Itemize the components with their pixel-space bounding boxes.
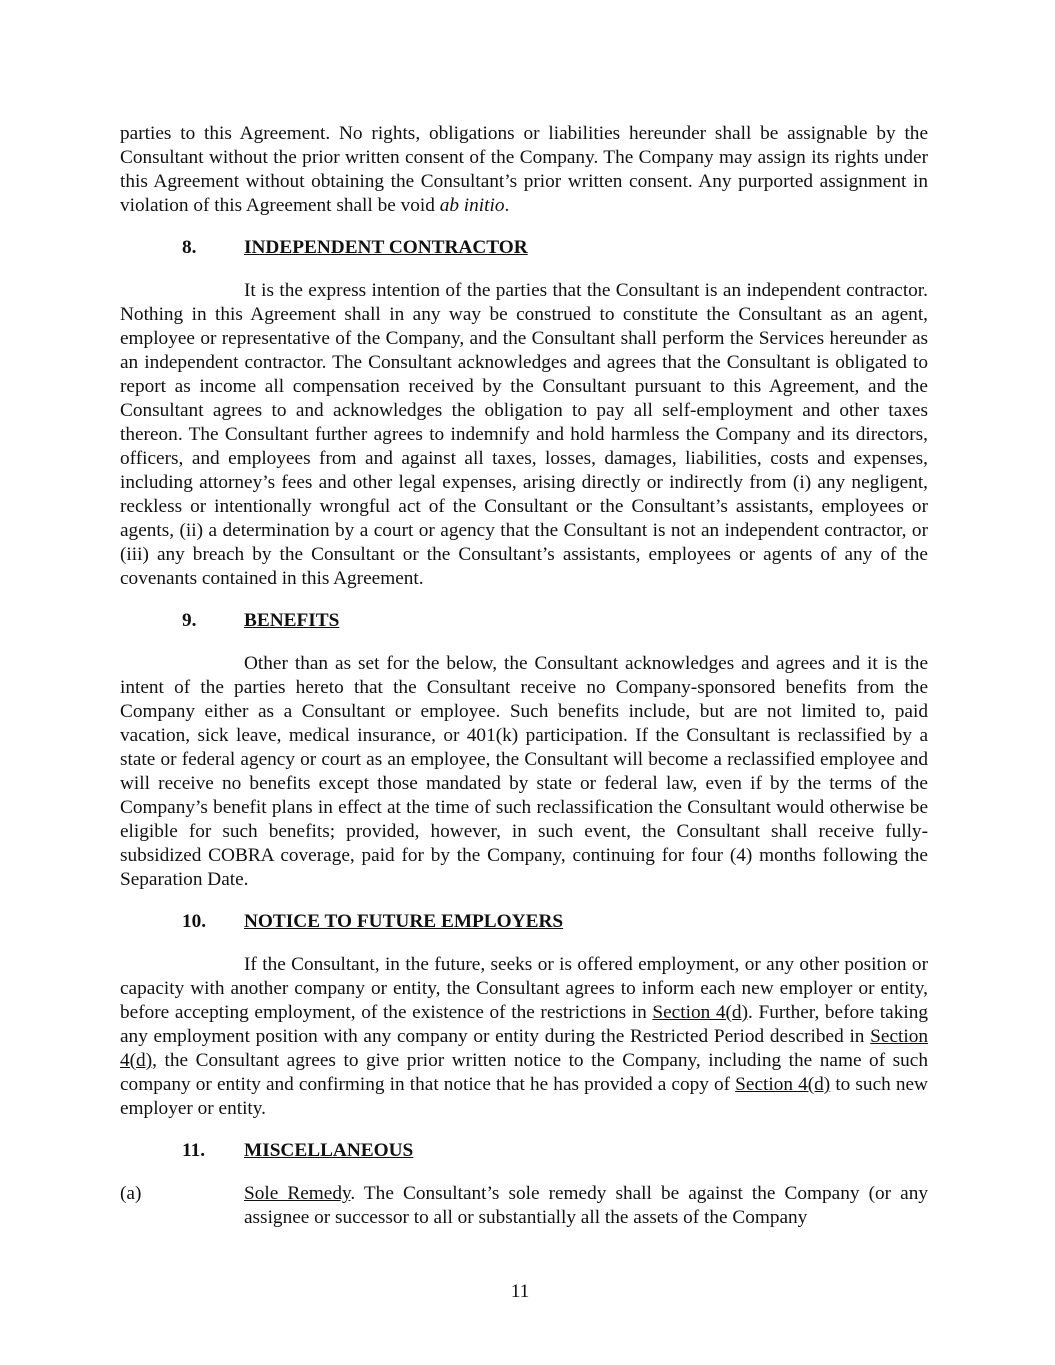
intro-text: parties to this Agreement. No rights, obligations or liabilities hereunder shall be assignable by the Consultant without the prior written consent of the Company. The Company may assign its rights under this Agreement without obtaining the Consultant’s prior written consent. Any purported assignment in violation of this Agreement shall be void: [120, 123, 928, 216]
item-heading: Sole Remedy: [244, 1183, 351, 1204]
section-reference: Section 4(d): [120, 1026, 928, 1071]
section-title: BENEFITS: [244, 610, 340, 631]
section-9-body: Other than as set for the below, the Consultant acknowledges and agrees and it is the intent of the parties hereto that the Consultant receive no Company-sponsored benefits from the Company either as a Consultant or employee. Such benefits include, but are not limited to, paid vacation, sick leave, medical insurance, or 401(k) participation. If the Consultant is reclassified by a state or federal agency or court as an employee, the Consultant will become a reclassified employee and will receive no benefits except those mandated by state or federal law, even if by the terms of the Company’s benefit plans in effect at the time of such reclassification the Consultant would otherwise be eligible for such benefits; provided, however, in such event, the Consultant shall receive fully-subsidized COBRA coverage, paid for by the Company, continuing for four (4) months following the Separation Date.: [120, 653, 928, 890]
document-page: [120, 122, 928, 1230]
section-10-body: If the Consultant, in the future, seeks or is offered employment, or any other position or capacity with another company or entity, the Consultant agrees to inform each new employer or entity, before accepting employment, of the existence of the restrictions in Section 4(d). Further, before taking any employment position with any company or entity during the Restricted Period described in Section 4(d), the Consultant agrees to give prior written notice to the Company, including the name of such company or entity and confirming in that notice that he has provided a copy of Section 4(d) to such new employer or entity.: [120, 954, 928, 1119]
section-8-body: It is the express intention of the parties that the Consultant is an independent contractor. Nothing in this Agreement shall in any way be construed to constitute the Consultant as an agent, employee or representative of the Company, and the Consultant shall perform the Services hereunder as an independent contractor. The Consultant acknowledges and agrees that the Consultant is obligated to report as income all compensation received by the Consultant pursuant to this Agreement, and the Consultant agrees to and acknowledges the obligation to pay all self-employment and other taxes thereon. The Consultant further agrees to indemnify and hold harmless the Company and its directors, officers, and employees from and against all taxes, losses, damages, liabilities, costs and expenses, including attorney’s fees and other legal expenses, arising directly or indirectly from (i) any negligent, reckless or intentionally wrongful act of the Consultant or the Consultant’s assistants, employees or agents, (ii) a determination by a court or agency that the Consultant is not an independent contractor, or (iii) any breach by the Consultant or the Consultant’s assistants, employees or agents of any of the covenants contained in this Agreement.: [120, 280, 928, 589]
section-number: 11.: [182, 1140, 206, 1161]
section-number: 10.: [182, 911, 207, 932]
page-number: 11: [510, 1281, 530, 1302]
item-text: Sole Remedy. The Consultant’s sole remedy shall be against the Company (or any assignee or successor to all or substantially all the assets of the Company: [244, 1183, 928, 1228]
section-reference: Section 4(d): [735, 1074, 831, 1095]
section-title: INDEPENDENT CONTRACTOR: [244, 237, 528, 258]
section-title: NOTICE TO FUTURE EMPLOYERS: [244, 911, 564, 932]
item-label: (a): [120, 1183, 142, 1204]
intro-paragraph: [120, 122, 928, 218]
section-9-heading: [182, 609, 928, 633]
section-number: 9.: [182, 610, 197, 631]
section-11-heading: [182, 1139, 928, 1163]
section-number: 8.: [182, 237, 197, 258]
intro-italic-term: ab initio: [439, 195, 505, 216]
section-title: MISCELLANEOUS: [244, 1140, 414, 1161]
section-8-heading: [182, 236, 928, 260]
section-reference: Section 4(d): [652, 1002, 748, 1023]
intro-end: .: [504, 195, 510, 216]
section-10-heading: [182, 910, 928, 934]
section-11-item-a: [120, 1182, 928, 1230]
